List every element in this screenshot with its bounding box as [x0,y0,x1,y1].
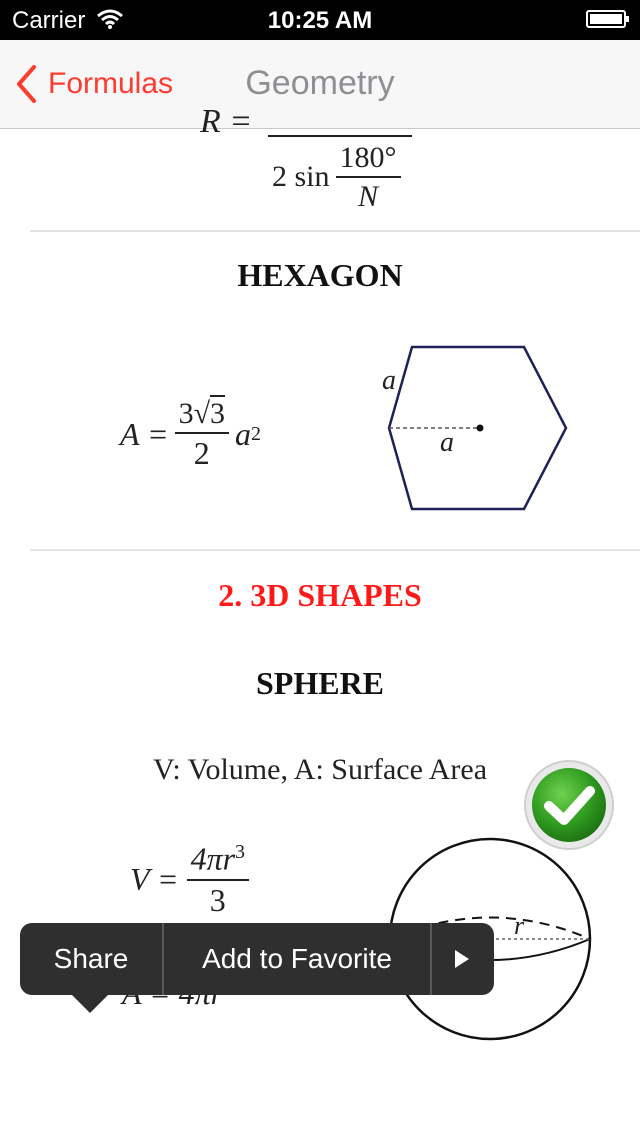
add-to-favorite-button[interactable]: Add to Favorite [202,943,392,974]
volume-num [187,841,249,881]
volume-fraction [187,841,249,918]
area-fraction-num [175,397,229,434]
angle-num: 180° [336,141,401,178]
area-fraction-den: 2 [193,435,210,471]
area-exponent: 2 [251,422,262,445]
hexagon-area-formula [120,397,261,471]
section-3d-heading: 2. 3D SHAPES [218,577,422,613]
hexagon-diagram [370,334,580,524]
volume-lhs: V = [130,861,179,898]
polygon-radius-den-expr [272,141,401,213]
section-divider [30,549,640,551]
section-divider [30,230,640,232]
volume-num-text: 4πr [190,840,236,877]
area-lhs: A = [120,415,169,452]
navigation-bar [0,40,640,129]
area-variable: a [235,415,252,452]
formula-lhs: R = [200,103,253,140]
hexagon-side-label: a [382,365,396,396]
sin-term: 2 sin [272,160,330,193]
share-button[interactable]: Share [53,943,129,974]
status-time: 10:25 AM [267,7,373,34]
page-title: Geometry [245,64,395,102]
carrier-label: Carrier [12,7,86,34]
popup-action-menu [20,923,494,995]
status-bar [0,0,640,40]
sqrt-symbol: √ [193,397,211,430]
sphere-radius-label: r [514,911,525,940]
num-radicand: 3 [210,397,226,430]
more-actions-button[interactable] [432,923,492,995]
sphere-volume-formula [130,841,249,918]
area-fraction [175,397,229,471]
hexagon-heading: HEXAGON [237,257,403,293]
num-coefficient: 3 [178,397,194,430]
hexagon-apothem-label: a [440,427,454,458]
sphere-heading: SPHERE [255,665,385,701]
angle-fraction [336,141,401,213]
angle-den: N [358,180,379,213]
volume-num-exp: 3 [235,841,246,863]
polygon-radius-denominator [268,135,412,137]
checkmark-badge-icon[interactable] [522,758,616,852]
volume-den: 3 [209,881,226,918]
polygon-radius-formula [200,103,252,141]
battery-icon [586,10,626,28]
hexagon-center-point [477,425,484,432]
play-triangle-icon [453,948,471,970]
sphere-legend: V: Volume, A: Surface Area [152,753,488,786]
back-label: Formulas [48,67,174,100]
